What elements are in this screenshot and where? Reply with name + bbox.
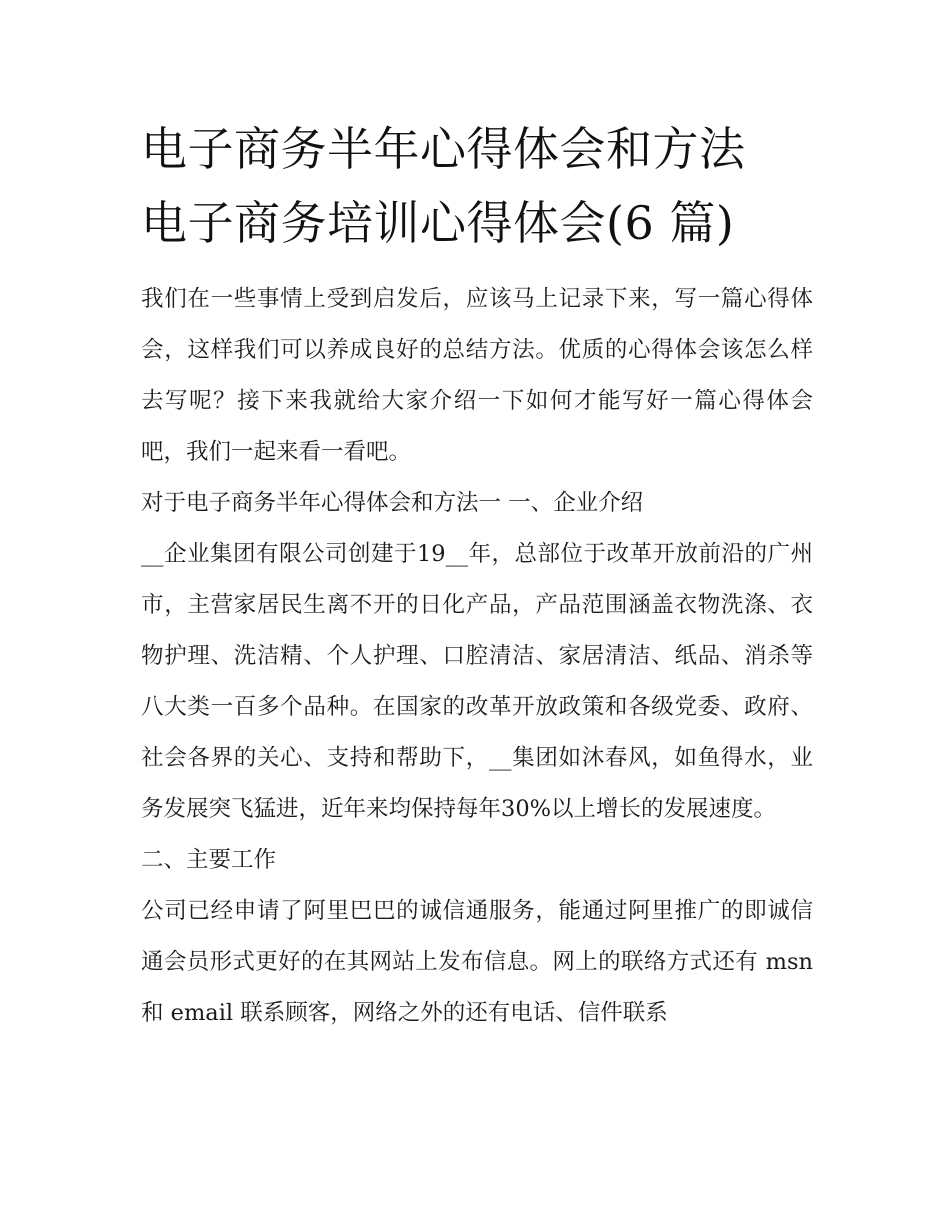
document-body <box>141 112 813 1039</box>
section-heading-main-work: 二、主要工作 <box>141 847 277 873</box>
company-description-paragraph: __企业集团有限公司创建于19__年，总部位于改革开放前沿的广州市，主营家居民生离不开的日化产品，产品范围涵盖衣物洗涤、衣物护理、洗洁精、个人护理、口腔清洁、家居清洁、纸品、消杀等八大类一百多个品种。在国家的改革开放政策和各级党委、政府、社会各界的关心、支持和帮助下，__集团如沐春风，如鱼得水，业务发展突飞猛进，近年来均保持每年30%以上增长的发展速度。 <box>141 541 813 822</box>
title-line-2: 电子商务培训心得体会(6 篇) <box>141 196 735 250</box>
intro-paragraph: 我们在一些事情上受到启发后，应该马上记录下来，写一篇心得体会，这样我们可以养成良好的总结方法。优质的心得体会该怎么样去写呢？接下来我就给大家介绍一下如何才能写好一篇心得体会吧，我们一起来看一看吧。 <box>141 286 813 465</box>
document-title <box>141 112 813 260</box>
title-line-1: 电子商务半年心得体会和方法 <box>141 122 746 176</box>
main-work-paragraph: 公司已经申请了阿里巴巴的诚信通服务，能通过阿里推广的即诚信通会员形式更好的在其网站上发布信息。网上的联络方式还有 msn 和 email 联系顾客，网络之外的还有电话、信件联系 <box>141 898 813 1026</box>
section-heading-company-intro: 对于电子商务半年心得体会和方法一 一、企业介绍 <box>141 490 644 516</box>
